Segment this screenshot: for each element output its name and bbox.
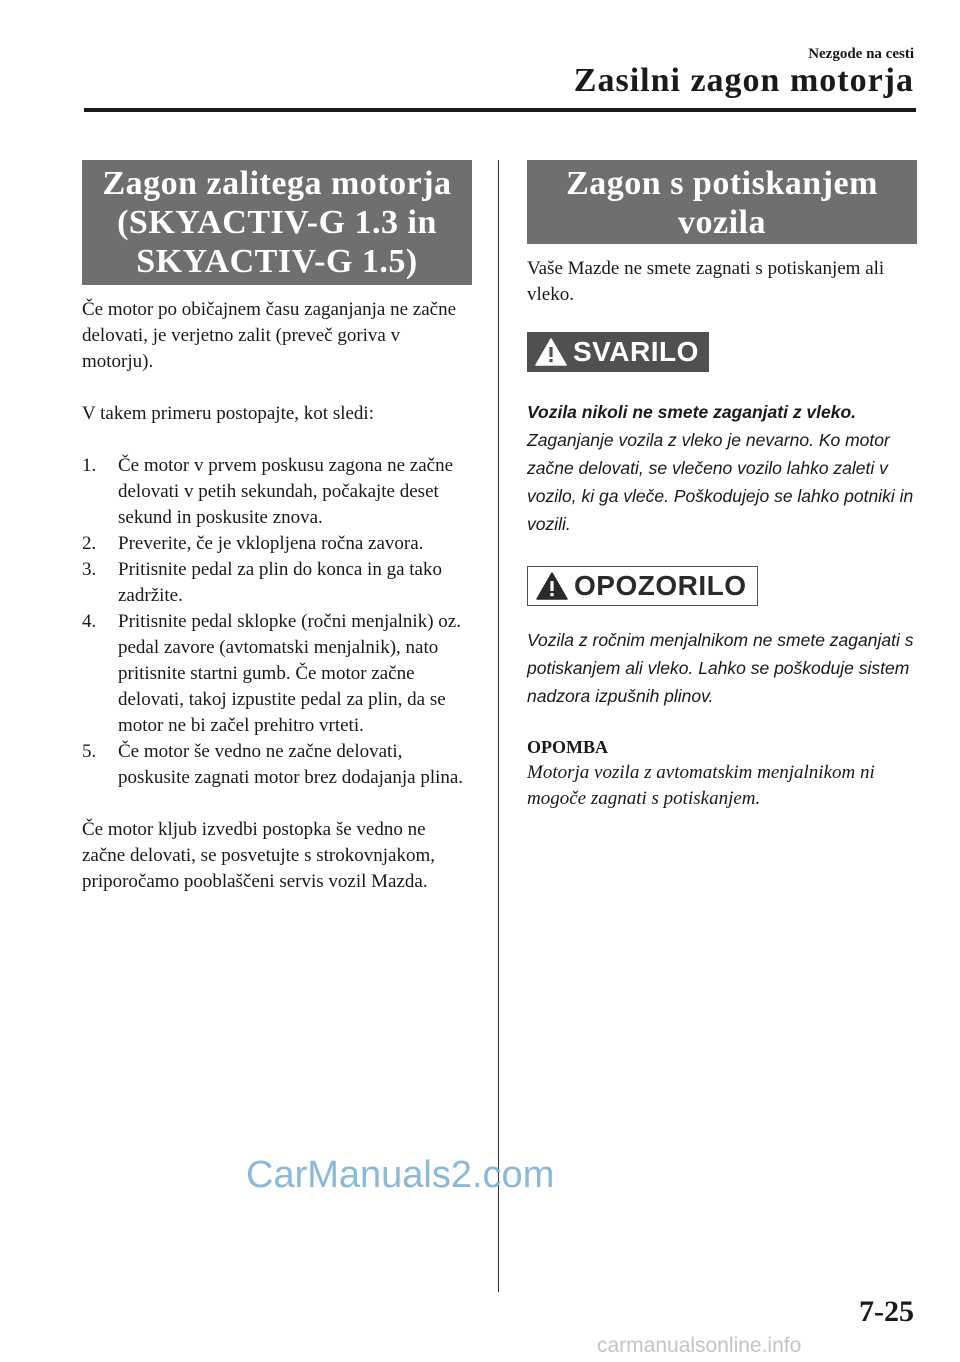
- danger-label: SVARILO: [573, 336, 699, 367]
- list-item: [82, 557, 472, 609]
- warning-triangle-icon: [536, 572, 568, 600]
- header-chapter: Nezgode na cesti: [808, 46, 914, 62]
- list-item: [82, 531, 472, 557]
- danger-badge: [527, 332, 709, 372]
- lead-paragraph: V takem primeru postopajte, kot sledi:: [82, 403, 374, 424]
- list-item: [82, 739, 472, 791]
- step-number: 3.: [82, 559, 97, 580]
- watermark-logo: CarManuals2.com: [246, 1154, 555, 1196]
- step-text: Če motor še vedno ne začne delovati, poskusite zagnati motor brez dodajanja plina.: [118, 741, 464, 788]
- list-item: [82, 453, 472, 531]
- section-heading-flooded-engine: [82, 160, 472, 285]
- caution-badge: [527, 566, 758, 606]
- heading-line: Zagon s potiskanjem: [566, 165, 878, 202]
- header-rule: [84, 108, 916, 112]
- section-heading-push-start: [527, 160, 917, 244]
- note-text: Motorja vozila z avtomatskim menjalnikom ni mogoče zagnati s potiskanjem.: [527, 762, 875, 809]
- heading-line: Zagon zalitega motorja: [102, 165, 452, 202]
- step-number: 5.: [82, 741, 97, 762]
- note-box: [527, 734, 917, 812]
- page-title: Zasilni zagon motorja: [573, 62, 914, 99]
- heading-line: SKYACTIV-G 1.5): [136, 243, 418, 280]
- heading-line: (SKYACTIV-G 1.3 in: [117, 204, 437, 241]
- footer-site-mark: carmanualsonline.info: [597, 1334, 802, 1357]
- warning-triangle-icon: [535, 338, 567, 366]
- danger-headline: Vozila nikoli ne smete zaganjati z vleko.: [527, 402, 857, 422]
- step-number: 1.: [82, 455, 97, 476]
- right-column: [527, 160, 917, 812]
- page-number: 7-25: [859, 1295, 914, 1328]
- intro-paragraph: Če motor po običajnem času zaganjanja ne začne delovati, je verjetno zalit (preveč goriva v motorju).: [82, 299, 457, 372]
- intro-paragraph: Vaše Mazde ne smete zagnati s potiskanjem ali vleko.: [527, 258, 885, 305]
- step-text: Pritisnite pedal za plin do konca in ga tako zadržite.: [118, 559, 442, 606]
- step-number: 4.: [82, 611, 97, 632]
- step-text: Če motor v prvem poskusu zagona ne začne delovati v petih sekundah, počakajte deset sekund in poskusite znova.: [118, 455, 454, 528]
- caution-label: OPOZORILO: [574, 570, 747, 601]
- note-title: OPOMBA: [527, 737, 608, 757]
- procedure-steps: [82, 453, 472, 791]
- caution-text: Vozila z ročnim menjalnikom ne smete zaganjati s potiskanjem ali vleko. Lahko se poškoduje sistem nadzora izpušnih plinov.: [527, 630, 914, 706]
- step-text: Preverite, če je vklopljena ročna zavora.: [118, 533, 424, 554]
- closing-paragraph: Če motor kljub izvedbi postopka še vedno ne začne delovati, se posvetujte s strokovnjakom, priporočamo pooblaščeni servis vozil Mazda.: [82, 819, 435, 892]
- list-item: [82, 609, 472, 739]
- danger-text: Zaganjanje vozila z vleko je nevarno. Ko motor začne delovati, se vlečeno vozilo lahko zaleti v vozilo, ki ga vleče. Poškodujejo se lahko potniki in vozili.: [527, 430, 914, 534]
- heading-line: vozila: [678, 204, 766, 241]
- caution-box: [527, 566, 917, 710]
- danger-box: [527, 332, 917, 538]
- step-text: Pritisnite pedal sklopke (ročni menjalnik) oz. pedal zavore (avtomatski menjalnik), nato pritisnite startni gumb. Če motor začne delovati, takoj izpustite pedal za plin, da se motor ne bi začel prehitro vrteti.: [118, 611, 461, 736]
- column-divider: [498, 160, 499, 1292]
- step-number: 2.: [82, 533, 97, 554]
- left-column: [82, 160, 472, 895]
